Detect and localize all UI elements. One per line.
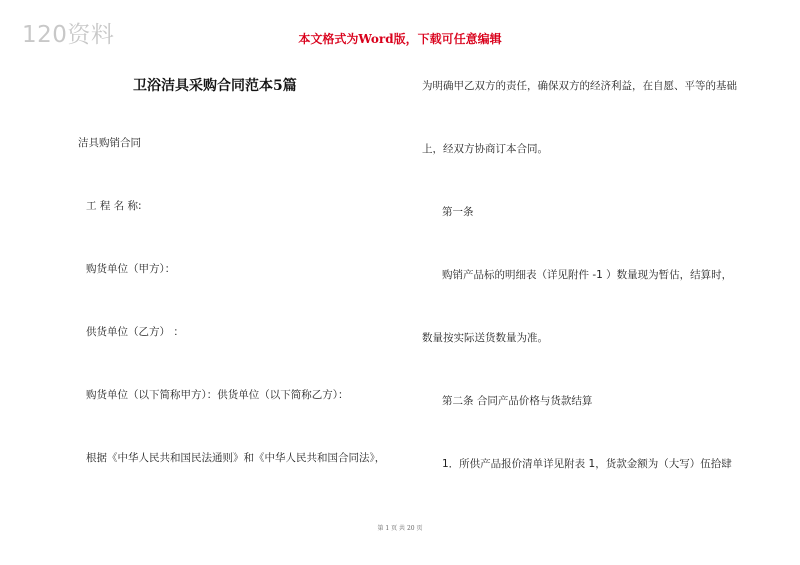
watermark-logo: 120资料 bbox=[22, 22, 115, 48]
purpose-line: 为明确甲乙双方的责任，确保双方的经济利益，在自愿、平等的基础 bbox=[422, 80, 737, 92]
article-one-body: 购销产品标的明细表（详见附件 -1 ）数量现为暂估，结算时， bbox=[442, 269, 733, 281]
legal-basis-line: 根据《中华人民共和国民法通则》和《中华人民共和国合同法》， bbox=[86, 452, 386, 464]
page-number-footer: 第 1 页 共 20 页 bbox=[377, 525, 423, 532]
contract-name-line: 洁具购销合同 bbox=[78, 137, 141, 149]
buyer-line: 购货单位（甲方）： bbox=[86, 263, 176, 275]
article-two-clause-one: 1．所供产品报价清单详见附表 1，货款金额为（大写）伍拾肆 bbox=[442, 458, 732, 470]
article-one-heading: 第一条 bbox=[442, 206, 474, 218]
agreement-line: 上，经双方协商订本合同。 bbox=[422, 143, 548, 155]
article-one-continued: 数量按实际送货数量为准。 bbox=[422, 332, 548, 344]
party-definitions-line: 购货单位（以下简称甲方）：供货单位（以下简称乙方）： bbox=[86, 389, 349, 401]
project-name-line: 工 程 名 称: bbox=[86, 200, 142, 212]
supplier-line: 供货单位（乙方） ： bbox=[86, 326, 184, 338]
format-notice-banner: 本文格式为Word版，下载可任意编辑 bbox=[298, 32, 502, 46]
document-title: 卫浴洁具采购合同范本5篇 bbox=[133, 78, 297, 94]
article-two-heading: 第二条 合同产品价格与货款结算 bbox=[442, 395, 593, 407]
